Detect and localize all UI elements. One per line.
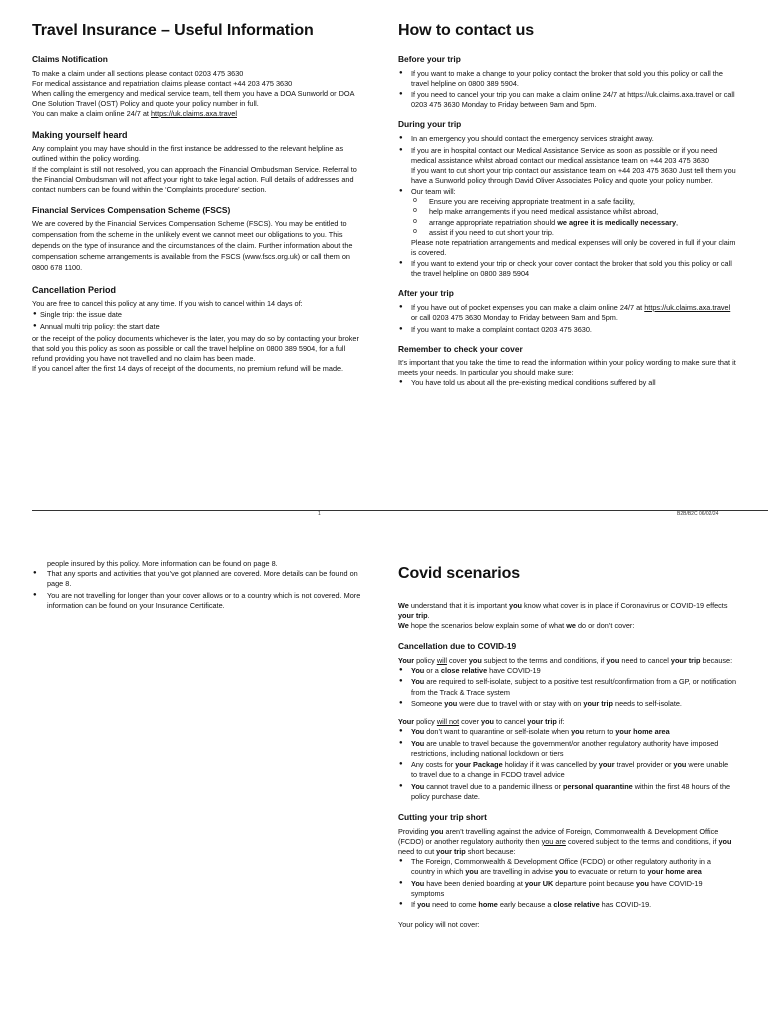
bold-text: your trip xyxy=(583,699,613,709)
page2-left-column xyxy=(32,559,364,612)
bold-text: You xyxy=(411,738,425,748)
text: have COVID-19 xyxy=(487,665,541,675)
paragraph: You are free to cancel this policy at any time. If you wish to cancel within 14 days of: xyxy=(32,299,303,309)
bold-text: we xyxy=(566,621,576,631)
underlined-text: will xyxy=(436,655,447,665)
bold-text: you xyxy=(571,727,585,737)
bold-text: home xyxy=(478,900,498,910)
page-title: Covid scenarios xyxy=(398,565,521,582)
text: don’t want to quarantine or self-isolate when xyxy=(424,727,572,737)
list-item: ● If you want to extend your trip or check your cover contact the broker that sold you this policy or call the travel helpline on 0800 389 5904 xyxy=(398,259,736,279)
text: are required to self-isolate, subject to a positive test result/confirmation from a GP, or notification from the Track & Trace system xyxy=(411,677,737,697)
text: because: xyxy=(700,655,733,665)
bullet-list xyxy=(398,727,736,802)
list-item xyxy=(398,782,736,802)
claims-line: When calling the emergency and medical service team, tell them you have a DOA Sunworld or DOA One Solution Travel (OST) Policy and quote your policy number in full. xyxy=(32,88,355,108)
bold-text: Your xyxy=(398,717,415,727)
section-heading: Claims Notification xyxy=(32,54,108,65)
list-item xyxy=(398,727,736,737)
list-item xyxy=(398,879,736,899)
claims-link[interactable]: https://uk.claims.axa.travel xyxy=(151,108,237,118)
list-item-text: ● Our team will: xyxy=(411,187,456,197)
bold-text: you xyxy=(481,717,495,727)
bold-text: you xyxy=(606,655,620,665)
text: know what cover is in place if Coronavirus or COVID-19 effects xyxy=(522,601,728,611)
text: Any costs for xyxy=(411,760,456,770)
remember-section xyxy=(398,344,736,389)
text: were unable to travel due to a change in FCDO travel advice xyxy=(411,760,729,780)
claims-online-text: You can make a claim online 24/7 at xyxy=(32,108,151,118)
claims-line: To make a claim under all sections please contact 0203 475 3630 xyxy=(32,68,244,78)
fscs-section xyxy=(32,205,364,274)
bold-text: your UK xyxy=(524,878,554,888)
bold-text: your trip xyxy=(398,611,428,621)
text: cover xyxy=(446,655,469,665)
cancellation-section xyxy=(32,284,364,374)
sub-list-item xyxy=(413,218,736,228)
during-trip-section xyxy=(398,119,736,279)
text: travel provider or xyxy=(614,760,674,770)
section-heading: Cancellation due to COVID-19 xyxy=(398,641,517,652)
text: are travelling in advise xyxy=(478,867,556,877)
bold-text: you xyxy=(509,601,522,611)
bold-text: you xyxy=(718,836,732,846)
bold-text: We xyxy=(398,601,409,611)
list-item xyxy=(398,760,736,780)
bullet-list xyxy=(398,857,736,910)
list-item: ● You have told us about all the pre-existing medical conditions suffered by all xyxy=(398,378,736,388)
bold-text: you xyxy=(417,900,431,910)
claims-online xyxy=(32,109,364,119)
underlined-text: will not xyxy=(436,717,460,727)
list-item xyxy=(398,303,736,323)
text: has COVID-19. xyxy=(599,900,652,910)
text: departure point because xyxy=(553,878,637,888)
page1-left-column xyxy=(32,20,364,383)
paragraph: or the receipt of the policy documents whichever is the later, you may do so by contacting your broker that sold you this policy as soon as possible or call the travel helpline on 0800 389 5904, for a full refund providing you have not travelled and no claim has been made. xyxy=(32,333,359,363)
bold-text: your Package xyxy=(455,760,503,770)
list-item xyxy=(398,857,736,877)
continued-text: people insured by this policy. More information can be found on page 8. xyxy=(47,559,278,568)
section-heading: Before your trip xyxy=(398,54,461,65)
text: were due to travel with or stay with on xyxy=(457,699,584,709)
bold-text: you xyxy=(555,867,568,877)
bullet-list xyxy=(398,303,736,335)
bold-text: You xyxy=(411,727,425,737)
paragraph: If you cancel after the first 14 days of receipt of the documents, no premium refund will be made. xyxy=(32,363,344,373)
paragraph xyxy=(398,621,736,631)
text: policy xyxy=(414,655,437,665)
claims-link[interactable]: https://uk.claims.axa.travel xyxy=(644,302,731,312)
bold-text: you xyxy=(636,878,650,888)
list-item xyxy=(398,739,736,759)
text: have COVID-19 symptoms xyxy=(411,878,703,898)
section-heading: During your trip xyxy=(398,119,462,130)
page-title: Travel Insurance – Useful Information xyxy=(32,22,314,39)
bullet-list xyxy=(398,666,736,709)
paragraph xyxy=(398,656,736,666)
text: policy xyxy=(414,717,437,727)
text: need to come xyxy=(430,900,479,910)
sub-list-item: o help make arrangements if you need medical assistance whilst abroad, xyxy=(413,207,736,217)
bullet-list xyxy=(32,569,364,611)
text: covered subject to the terms and conditions, if xyxy=(565,836,719,846)
text: subject to the terms and conditions, if xyxy=(481,655,607,665)
bold-text: You xyxy=(411,878,425,888)
list-item: ● In an emergency you should contact the emergency services straight away. xyxy=(398,134,736,144)
list-item-text: ● If you are in hospital contact our Medical Assistance Service as soon as possible or if you need medical assistance whilst abroad contact our medical assistance team on +44 203 475 3630 xyxy=(411,145,718,165)
text: to evacuate or return to xyxy=(568,867,648,877)
text: holiday if it was cancelled by xyxy=(502,760,599,770)
paragraph xyxy=(398,717,736,727)
claims-line: For medical assistance and repatriation claims please contact +44 203 475 3630 xyxy=(32,78,293,88)
list-item: ● That any sports and activities that you’ve got planned are covered. More details can be found on page 8. xyxy=(32,569,364,589)
text: understand that it is important xyxy=(408,601,510,611)
after-trip-section xyxy=(398,288,736,334)
text: arrange appropriate repatriation should xyxy=(429,217,558,227)
section-heading: Cutting your trip short xyxy=(398,812,487,823)
text: are unable to travel because the government/or another regulatory authority have imposed restrictions, including national lockdown or tiers xyxy=(411,738,719,758)
bold-text: your xyxy=(598,760,615,770)
bold-text: you xyxy=(673,760,687,770)
page-divider xyxy=(32,510,768,511)
sub-list xyxy=(413,197,736,237)
paragraph xyxy=(398,827,736,857)
bold-text: your home area xyxy=(615,727,670,737)
bold-text: your trip xyxy=(436,846,466,856)
bold-text: close relative xyxy=(553,900,600,910)
list-item-text: Please note repatriation arrangements and medical expenses will only be covered in full if your claim is covered. xyxy=(411,237,736,257)
bullet-list xyxy=(398,134,736,279)
bold-text: we agree it is medically necessary xyxy=(557,217,677,227)
bold-text: You xyxy=(411,677,425,687)
text: If xyxy=(411,900,418,910)
paragraph: It’s important that you take the time to read the information within your policy wording to make sure that it meets your needs. In particular you should make sure: xyxy=(398,358,736,378)
section-heading: After your trip xyxy=(398,288,454,299)
cutting-trip-section xyxy=(398,812,736,910)
cancellation-covid-section xyxy=(398,641,736,802)
list-item xyxy=(398,666,736,676)
bold-text: your home area xyxy=(647,867,702,877)
bold-text: We xyxy=(398,621,409,631)
page-title: How to contact us xyxy=(398,22,535,39)
bold-text: your trip xyxy=(670,655,701,665)
section-heading: Cancellation Period xyxy=(32,284,117,295)
paragraph: If the complaint is still not resolved, you can approach the Financial Ombudsman Service. Referral to the Financial Ombudsman will not affect your right to take legal action. Full details of addresses and contact numbers can be found within the ‘Complaints procedure’ section. xyxy=(32,164,357,194)
bold-text: personal quarantine xyxy=(562,782,633,792)
text: , xyxy=(676,217,679,227)
section-heading: Making yourself heard xyxy=(32,129,128,140)
paragraph: We are covered by the Financial Services Compensation Scheme (FSCS). You may be entitled to compensation from the scheme in the unlikely event we cannot meet our obligations to you. This depends on the type of insurance and the circumstances of the claim. Further information about the compensation scheme arrangements is available from the FSCS (www.fscs.org.uk) or call them on 0800 678 1100. xyxy=(32,219,353,273)
bold-text: your trip xyxy=(527,717,557,727)
document-reference: B2B/B2C 06/02/24 xyxy=(677,511,719,517)
text: if: xyxy=(556,717,565,727)
bold-text: you xyxy=(468,655,482,665)
bullet-list xyxy=(32,310,364,332)
text: have been denied boarding at xyxy=(424,878,525,888)
complaints-section xyxy=(32,129,364,195)
covid-intro xyxy=(398,601,736,631)
bullet-list xyxy=(398,378,736,388)
text: or call 0203 475 3630 Monday to Friday between 9am and 5pm. xyxy=(411,313,618,323)
sub-list-item: o Ensure you are receiving appropriate treatment in a safe facility, xyxy=(413,197,736,207)
text: . xyxy=(427,611,430,621)
list-item: ● If you need to cancel your trip you can make a claim online 24/7 at https://uk.claims.axa.travel or call 0203 475 3630 Monday to Friday between 9am and 5pm. xyxy=(398,90,736,110)
text: If you have out of pocket expenses you can make a claim online 24/7 at xyxy=(411,302,645,312)
text: needs to self-isolate. xyxy=(612,699,682,709)
bullet-list xyxy=(398,69,736,111)
before-trip-section xyxy=(398,54,736,110)
list-item xyxy=(398,900,736,910)
list-item xyxy=(398,699,736,709)
bold-text: you xyxy=(430,826,444,836)
underlined-text: you are xyxy=(541,836,566,846)
text: within the first 48 hours of the policy purchase date. xyxy=(411,782,731,802)
page1-right-column xyxy=(398,20,736,397)
section-heading: Remember to check your cover xyxy=(398,343,523,354)
paragraph xyxy=(398,601,736,621)
text: Providing xyxy=(398,826,431,836)
sub-list-item: o assist if you need to cut short your trip. xyxy=(413,228,736,238)
text: need to cancel xyxy=(619,655,671,665)
bold-text: Your xyxy=(398,655,415,665)
list-item: ● If you want to make a complaint contact 0203 475 3630. xyxy=(398,325,736,335)
text: Someone xyxy=(411,699,445,709)
text: hope the scenarios below explain some of what xyxy=(408,621,567,631)
text: do or don’t cover: xyxy=(575,621,635,631)
text: cover xyxy=(459,717,482,727)
text: The Foreign, Commonwealth & Development Office (FCDO) or other regulatory authority in a country in which xyxy=(411,856,711,877)
page2-right-column xyxy=(398,563,736,930)
list-item-text: If you want to cut short your trip contact our assistance team on +44 203 475 3630 Just tell them you have a Sunworld policy through David Oliver Associates Policy and quote your policy number. xyxy=(411,165,736,185)
list-item xyxy=(398,187,736,257)
bold-text: you xyxy=(465,867,479,877)
list-item xyxy=(398,146,736,186)
list-item: ● You are not travelling for longer than your cover allows or to a country which is not covered. More information can be found on your Insurance Certificate. xyxy=(32,591,364,611)
text: return to xyxy=(584,727,616,737)
paragraph: Any complaint you may have should in the first instance be addressed to the relevant helpline as outlined within the policy wording. xyxy=(32,144,344,164)
list-item: ● If you want to make a change to your policy contact the broker that sold you this policy or call the travel helpline on 0800 389 5904. xyxy=(398,69,736,89)
bold-text: close relative xyxy=(440,665,488,675)
text: need to cut xyxy=(398,846,437,856)
page-number: 1 xyxy=(318,511,321,517)
list-item: ● Annual multi trip policy: the start date xyxy=(32,322,364,332)
bold-text: you xyxy=(444,699,458,709)
text: to cancel xyxy=(494,717,528,727)
text: aren’t travelling against the advice of Foreign, Commonwealth & Development Office (FCDO) or another regulatory authority then xyxy=(398,826,719,846)
bold-text: You xyxy=(411,665,425,675)
text: short because: xyxy=(465,846,516,856)
claims-section xyxy=(32,54,364,119)
text: or a xyxy=(424,665,441,675)
cutoff-line: Your policy will not cover: xyxy=(398,920,480,930)
text: early because a xyxy=(497,900,554,910)
list-item: ● Single trip: the issue date xyxy=(32,310,364,320)
section-heading: Financial Services Compensation Scheme (FSCS) xyxy=(32,204,231,215)
text: cannot travel due to a pandemic illness or xyxy=(424,782,563,792)
list-item xyxy=(398,677,736,697)
bold-text: You xyxy=(411,782,425,792)
